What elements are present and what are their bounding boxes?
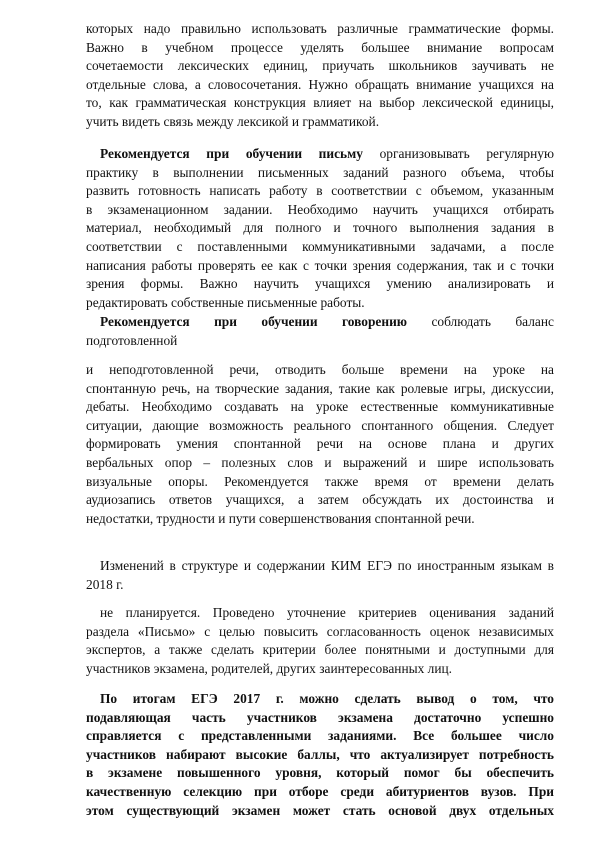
text-fragment: организовывать регулярную (379, 146, 554, 161)
text-line: аудиозапись ответов учащихся, а затем обсуждать их достоинства и (86, 492, 554, 508)
text-line: то, как грамматическая конструкция влияет на выбор лексической единицы, (86, 95, 554, 111)
text-line: подготовленной (86, 332, 178, 348)
text-line: участников экзамена, родителей, других заинтересованных лиц. (86, 660, 453, 676)
text-line: спонтанную речь, на творческие задания, такие как ролевые игры, дискуссии, (86, 380, 554, 396)
text-line: соответствии с поставленными коммуникативными задачами, а после (86, 238, 554, 254)
text-line: сочетаемости лексических единиц, приучать школьников заучивать не (86, 58, 554, 74)
text-line: формировать умения спонтанной речи на основе плана и других (86, 436, 554, 452)
bold-lead: Рекомендуется при обучении письму (100, 146, 363, 161)
text-line: практику в выполнении письменных заданий разного объема, чтобы (86, 164, 554, 180)
text-line: ситуации, дающие возможность реального спонтанного общения. Следует (86, 417, 554, 433)
text-fragment: соблюдать баланс (431, 314, 554, 329)
text-line: 2018 г. (86, 576, 124, 592)
text-line: раздела «Письмо» с целью повысить согласованность оценок независимых (86, 623, 554, 639)
text-line-first (86, 145, 554, 164)
bold-lead: говорению (342, 314, 408, 329)
text-line: справляется с представленными заданиями. Все большее число (86, 728, 554, 744)
text-line: участников набирают высокие баллы, что актуализирует потребность (86, 746, 554, 762)
text-line: не планируется. Проведено уточнение критериев оценивания заданий (100, 605, 554, 620)
text-line: учить видеть связь между лексикой и грамматикой. (86, 113, 380, 129)
text-line: качественную селекцию при отборе среди абитуриентов вузов. При (86, 783, 554, 799)
text-line: дебаты. Необходимо создавать на уроке естественные коммуникативные (86, 399, 554, 415)
text-line: редактировать собственные письменные работы. (86, 294, 365, 310)
text-line: вербальных опор – полезных слов и выражений и шире использовать (86, 454, 554, 470)
text-line-first (86, 313, 554, 332)
text-line: которых надо правильно использовать различные грамматические формы. (86, 21, 554, 36)
text-line: отдельные слова, а словосочетания. Нужно обращать внимание учащихся на (86, 76, 554, 92)
text-line: экспертов, а также сделать критерии более понятными и доступными для (86, 642, 554, 658)
text-line: По итогам ЕГЭ 2017 г. можно сделать вывод о том, что (100, 691, 554, 706)
text-line: написания работы проверять ее как с точки зрения содержания, так и с точки (86, 257, 554, 273)
bold-lead: при (214, 314, 237, 329)
paragraph-grammar (86, 20, 554, 132)
paragraph-writing (86, 145, 554, 312)
paragraph-speaking-head (86, 313, 554, 350)
text-line: этом существующий экзамен может стать основой двух отдельных (86, 802, 554, 818)
text-line: Изменений в структуре и содержании КИМ ЕГЭ по иностранным языкам в (100, 558, 554, 573)
text-line: недостатки, трудности и пути совершенствования спонтанной речи. (86, 510, 475, 526)
paragraph-conclusion (86, 690, 554, 820)
text-line: материал, необходимый для полного и точного выполнения задания в (86, 220, 554, 236)
text-line: в экзамене повышенного уровня, который помог бы обеспечить (86, 765, 554, 781)
text-line: подавляющая часть участников экзамена достаточно успешно (86, 709, 554, 725)
bold-lead: Рекомендуется (100, 314, 190, 329)
text-line: развить готовность написать работу в соответствии с объемом, указанным (86, 183, 554, 199)
text-line: Важно в учебном процессе уделять большее внимание вопросам (86, 39, 554, 55)
paragraph-criteria (86, 604, 554, 678)
text-line: зрения формы. Важно научить учащихся умению анализировать и (86, 276, 554, 292)
bold-lead: обучении (261, 314, 318, 329)
paragraph-speaking (86, 361, 554, 528)
text-line: визуальные опоры. Рекомендуется также время от времени делать (86, 473, 554, 489)
text-line: и неподготовленной речи, отводить больше времени на уроке на (86, 362, 554, 377)
paragraph-changes (86, 557, 554, 594)
text-line: в экзаменационном задании. Необходимо научить учащихся отбирать (86, 201, 554, 217)
